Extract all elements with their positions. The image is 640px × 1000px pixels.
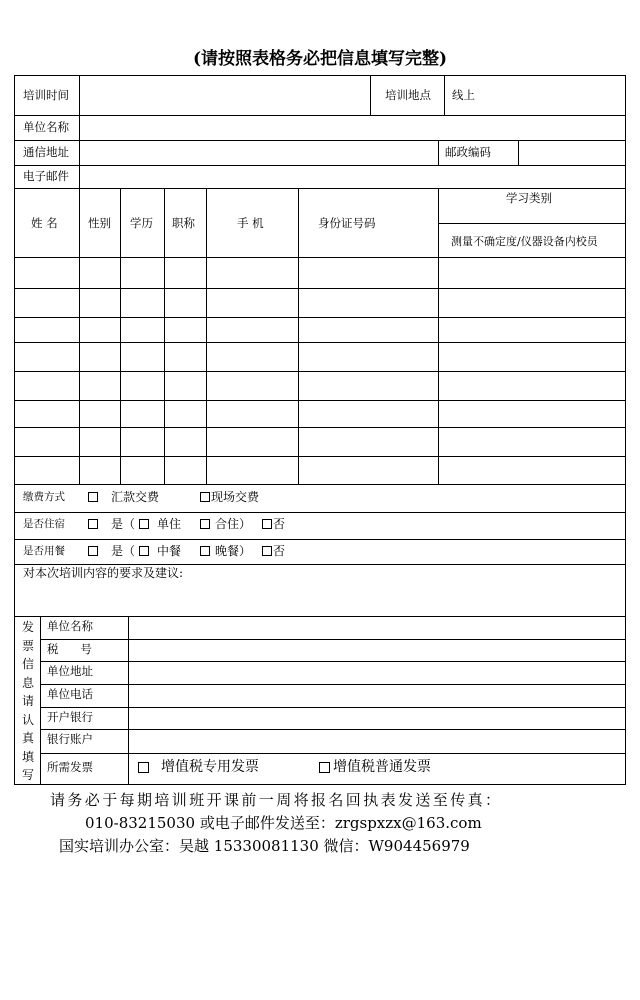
invoice-special-label: 增值税专用发票	[161, 759, 259, 775]
footer-instruction: 请务必于每期培训班开课前一周将报名回执表发送至传真：	[50, 791, 503, 809]
invoice-type-label: 所需发票	[47, 760, 93, 774]
meals-yes-label: 是（	[111, 544, 136, 558]
lodging-shared-label: 合住）	[215, 517, 252, 531]
registration-form	[14, 75, 626, 785]
email-field[interactable]	[81, 167, 621, 187]
col-phone-header: 手 机	[237, 216, 264, 230]
meals-label: 是否用餐	[23, 545, 65, 557]
meals-no-label: 否	[273, 544, 286, 558]
col-category-header: 学习类别	[506, 191, 552, 205]
training-location-label: 培训地点	[385, 88, 431, 102]
meals-dinner-checkbox[interactable]	[200, 546, 210, 556]
lodging-no-label: 否	[273, 517, 286, 531]
lodging-no-checkbox[interactable]	[262, 519, 272, 529]
invoice-address-label: 单位地址	[47, 664, 93, 678]
invoice-tax-number-label: 税 号	[47, 642, 92, 656]
meals-yes-checkbox[interactable]	[88, 546, 98, 556]
invoice-bank-field[interactable]	[130, 709, 623, 728]
invoice-unit-name-field[interactable]	[130, 618, 623, 638]
lodging-single-label: 单住	[157, 517, 182, 531]
postcode-label: 邮政编码	[445, 145, 491, 159]
postcode-field[interactable]	[520, 142, 621, 164]
footer-contact-office: 国实培训办公室：吴越 15330081130 微信：W904456979	[59, 837, 470, 855]
footer-contact-fax-email: 010-83215030 或电子邮件发送至：zrgspxzx@163.com	[85, 814, 482, 832]
lodging-yes-label: 是（	[111, 517, 136, 531]
suggestions-field[interactable]	[17, 584, 623, 614]
lodging-label: 是否住宿	[23, 518, 65, 530]
address-field[interactable]	[81, 142, 436, 164]
col-gender-header: 性别	[88, 216, 111, 230]
payment-onsite-label: 现场交费	[211, 490, 260, 504]
form-title: (请按照表格务必把信息填写完整)	[192, 49, 448, 69]
invoice-phone-label: 单位电话	[47, 687, 93, 701]
category-value: 测量不确定度/仪器设备内校员	[451, 235, 598, 248]
address-label: 通信地址	[23, 145, 69, 159]
training-time-field[interactable]	[81, 78, 368, 114]
invoice-account-label: 银行账户	[47, 732, 93, 746]
training-time-label: 培训时间	[23, 88, 69, 102]
col-education-header: 学历	[130, 216, 153, 230]
payment-transfer-label: 汇款交费	[111, 490, 160, 504]
col-id-header: 身份证号码	[318, 216, 376, 230]
unit-name-label: 单位名称	[23, 120, 69, 134]
invoice-tax-number-field[interactable]	[130, 641, 623, 660]
meals-lunch-label: 中餐	[157, 544, 182, 558]
invoice-phone-field[interactable]	[130, 686, 623, 706]
invoice-special-checkbox[interactable]	[138, 762, 149, 773]
payment-onsite-checkbox[interactable]	[200, 492, 210, 502]
lodging-single-checkbox[interactable]	[139, 519, 149, 529]
lodging-yes-checkbox[interactable]	[88, 519, 98, 529]
lodging-shared-checkbox[interactable]	[200, 519, 210, 529]
invoice-unit-name-label: 单位名称	[47, 619, 93, 633]
unit-name-field[interactable]	[81, 117, 621, 139]
invoice-normal-label: 增值税普通发票	[333, 759, 431, 775]
invoice-normal-checkbox[interactable]	[319, 762, 330, 773]
col-name-header: 姓 名	[31, 216, 58, 230]
invoice-address-field[interactable]	[130, 663, 623, 683]
invoice-account-field[interactable]	[130, 731, 623, 752]
meals-lunch-checkbox[interactable]	[139, 546, 149, 556]
col-title-header: 职称	[172, 216, 195, 230]
suggestions-label: 对本次培训内容的要求及建议:	[23, 566, 184, 580]
email-label: 电子邮件	[23, 169, 69, 183]
meals-no-checkbox[interactable]	[262, 546, 272, 556]
invoice-side-label: 发 票 信 息 请 认 真 填 写	[21, 620, 34, 782]
payment-label: 缴费方式	[23, 491, 65, 503]
invoice-bank-label: 开户银行	[47, 710, 93, 724]
training-location-value: 线上	[452, 88, 475, 102]
meals-dinner-label: 晚餐）	[215, 544, 252, 558]
payment-transfer-checkbox[interactable]	[88, 492, 98, 502]
